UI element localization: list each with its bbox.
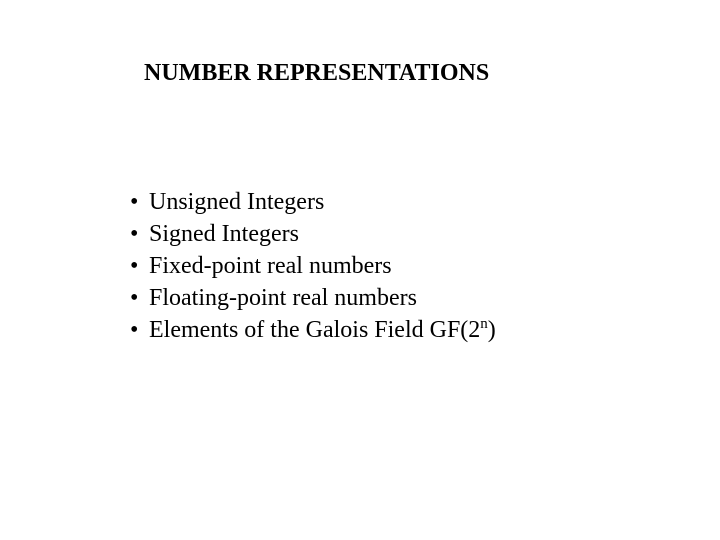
bullet-text: Signed Integers [149, 221, 299, 247]
slide-title: NUMBER REPRESENTATIONS [144, 60, 490, 86]
superscript-exponent: n [480, 316, 488, 332]
bullet-text-suffix: ) [487, 317, 496, 343]
bullet-item-galois-field [130, 314, 496, 346]
bullet-text: Unsigned Integers [149, 189, 325, 215]
bullet-text: Fixed-point real numbers [149, 253, 392, 279]
bullet-icon: • [130, 317, 139, 343]
bullet-icon: • [130, 221, 139, 247]
bullet-icon: • [130, 189, 139, 215]
bullet-icon: • [130, 253, 139, 279]
bullet-item-unsigned-integers [130, 186, 496, 218]
bullet-item-fixed-point [130, 250, 496, 282]
bullet-icon: • [130, 285, 139, 311]
bullet-list [130, 186, 496, 346]
bullet-text [149, 314, 496, 346]
bullet-item-signed-integers [130, 218, 496, 250]
bullet-item-floating-point [130, 282, 496, 314]
bullet-text: Floating-point real numbers [149, 285, 417, 311]
bullet-text-main: Elements of the Galois Field GF(2 [149, 317, 481, 343]
